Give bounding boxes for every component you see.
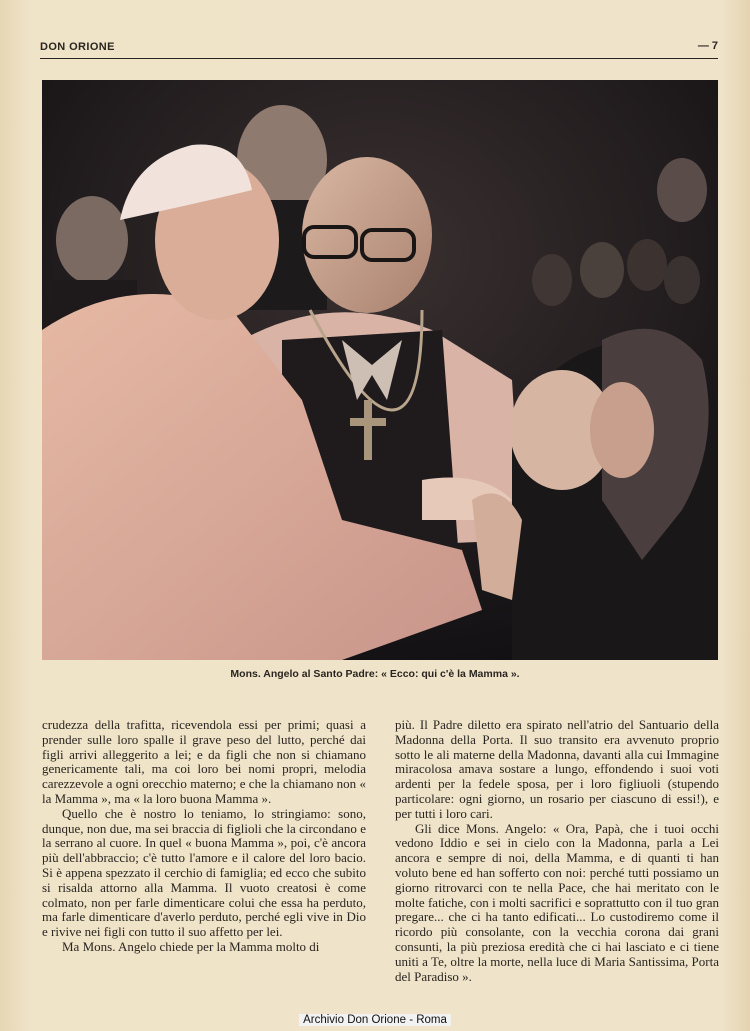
archive-label: Archivio Don Orione - Roma — [299, 1014, 451, 1026]
page-number: — 7 — [697, 40, 718, 52]
paragraph: Gli dice Mons. Angelo: « Ora, Papà, che i tuoi occhi vedono Iddio e sei in cielo con la Madonna, parla a Lei ancora e sempre di noi, della Mamma, e di quanti ti han voluto bene ed han sofferto con noi: perché tutti possiamo un giorno ritrovarci con te nella Pace, che hai meritato con le molte fatiche, con i molti sacrifici e soprattutto con il tuo gran pregare... che ci ha tanto edificati... Lo custodiremo come il ricordo più consolante, con la vecchia corona dai grani consunti, la più preziosa eredità che ci hai lasciato e ci tiene uniti a Te, oltre la morte, nella luce di Maria Santissima, Porta del Paradiso ». — [395, 820, 719, 984]
page-header — [40, 40, 718, 59]
text-column-left — [42, 718, 366, 955]
paragraph: crudezza della trafitta, ricevendola essi per primi; quasi a prender sulle loro spalle il grave peso del lutto, perché dai figli arrivi alleggerito a lei; e da figli che non si chiamano genericamente tali, ma coi loro bei nomi propri, melodia carezzevole a ogni orecchio materno; e che la chiamano non « la Mamma », ma « la loro buona Mamma ». — [42, 717, 366, 806]
text-column-right — [395, 718, 719, 984]
paragraph: Ma Mons. Angelo chiede per la Mamma molto di — [62, 938, 320, 954]
running-title: DON ORIONE — [40, 41, 115, 53]
archive-footer — [0, 1014, 750, 1026]
background-person — [56, 196, 128, 284]
paragraph: più. Il Padre diletto era spirato nell'atrio del Santuario della Madonna della Porta. Il suo transito era avvenuto proprio sotto le ali materne della Madonna, davanti alla cui Immagine miracolosa amava sostare a lungo, effondendo i suoi voti ardenti per la fedele sposa, per i loro figliuoli (stupendo particolare: ogni giorno, un rosario per ciascuno di essi!), e per tutti i loro cari. — [395, 717, 719, 821]
photo-caption: Mons. Angelo al Santo Padre: « Ecco: qui c'è la Mamma ». — [230, 668, 520, 680]
paragraph: Quello che è nostro lo teniamo, lo stringiamo: sono, dunque, non due, ma sei braccia di figlioli che la circondano e la serrano al cuore. In quel « buona Mamma », poi, c'è ancora più dell'abbraccio; c'è tutto l'amore e il calore del loro bacio. Si è appena spezzato il cerchio di famiglia; ed ecco che subito si risalda attorno alla Mamma. Il vuoto creatosi è come colmato, non per farle dimenticare colui che essa ha perduto, ma farle dimenticare d'averlo perduto, perché egli vive in Dio e rivive nei figli con tutto il suo affetto per lei. — [42, 805, 366, 940]
photo-icon — [42, 80, 718, 660]
photo-figure — [42, 80, 718, 660]
